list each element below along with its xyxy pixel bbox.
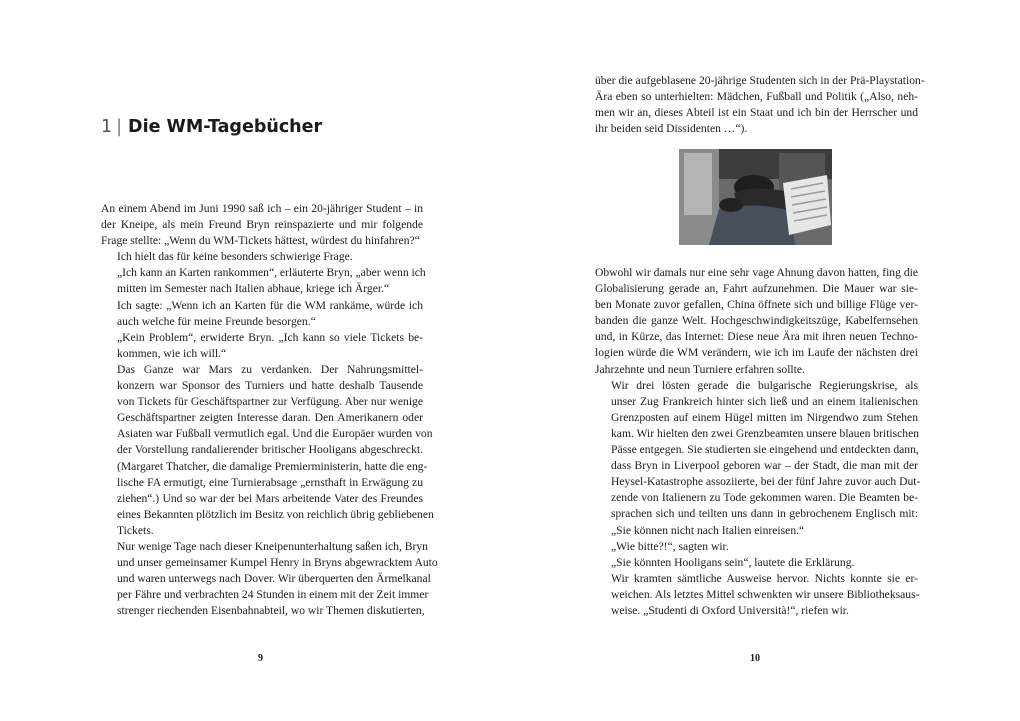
chapter-number: 1 [101, 117, 113, 137]
text-line: Ich hielt das für keine besonders schwierige Frage. [117, 250, 353, 264]
text-line: dass Bryn in Liverpool geboren war – der Stadt, die man mit der [611, 459, 918, 473]
paragraph [101, 249, 423, 265]
chapter-heading [101, 117, 322, 137]
paragraph [101, 539, 438, 619]
text-line: sprachen sich und teilten uns dann in gebrochenem Englisch mit: [611, 507, 918, 521]
text-line: und, in Kürze, das Internet: Diese neue Ära mit ihren neuen Techno- [595, 330, 918, 344]
page-number-left: 9 [258, 653, 263, 664]
text-line: Tickets. [117, 523, 154, 537]
text-line: „Wie bitte?!“, sagten wir. [611, 539, 729, 553]
text-line: Frage stellte: „Wenn du WM-Tickets hättest, würdest du hinfahren?“ [101, 234, 420, 248]
text-line: Asiaten war Fußball vermutlich egal. Und die Europäer wurden von [117, 427, 433, 441]
paragraph [595, 378, 921, 539]
text-line: Geschäftspartner zeigten Interesse daran. Den Amerikanern oder [117, 411, 423, 425]
photo-sleeping-man-with-newspaper-icon [679, 149, 832, 245]
text-line: eines Bekannten plötzlich im Besitz von reichlich übrig gebliebenen [117, 507, 434, 521]
chapter-divider: | [116, 117, 123, 137]
paragraph [101, 265, 426, 297]
page-number-right: 10 [750, 653, 760, 664]
paragraph [101, 330, 423, 362]
text-line: und unser gemeinsamer Kumpel Henry in Bryns abgewracktem Auto [117, 556, 438, 570]
text-line: Ära eben so unterhielten: Mädchen, Fußball und Politik („Also, neh- [595, 90, 918, 104]
text-line: unser Zug Frankreich hinter sich ließ und an einem italienischen [611, 394, 918, 408]
paragraph [101, 362, 434, 539]
text-line: men wir an, dieses Abteil ist ein Staat und ich bin der Herrscher und [595, 106, 918, 120]
text-line: banden die ganze Welt. Hochgeschwindigkeitszüge, Kabelfernsehen [595, 314, 918, 328]
photo-image [679, 149, 832, 245]
text-line: „Sie könnten Hooligans sein“, lautete die Erklärung. [611, 555, 855, 569]
paragraph [595, 265, 918, 378]
chapter-title: Die WM-Tagebücher [128, 117, 323, 137]
paragraph [595, 555, 918, 571]
text-line: „Sie können nicht nach Italien einreisen.“ [611, 523, 805, 537]
text-line: mitten im Semester nach Italien abhaue, kriege ich Ärger.“ [117, 282, 390, 296]
text-line: Obwohl wir damals nur eine sehr vage Ahnung davon hatten, fing die [595, 266, 918, 279]
paragraph [101, 298, 423, 330]
text-line: ziehen“.) Und so war der bei Mars arbeitende Vater des Freundes [117, 491, 423, 505]
text-line: strenger riechenden Eisenbahnabteil, wo wir Themen diskutierten, [117, 604, 425, 618]
text-line: kommen, wie ich will.“ [117, 346, 227, 360]
text-line: der Vorstellung randalierender britischer Hooligans abgeschreckt. [117, 443, 423, 457]
text-line: Wir kramten sämtliche Ausweise hervor. Nichts konnte sie er- [611, 571, 918, 585]
text-line: Pässe entgegen. Sie studierten sie eingehend und entdeckten dann, [611, 443, 919, 457]
text-line: Heysel-Katastrophe assoziierte, bei der fünf Jahre zuvor auch Dut- [611, 475, 921, 489]
text-line: auch welche für meine Freunde besorgen.“ [117, 314, 316, 328]
text-line: Nur wenige Tage nach dieser Kneipenunterhaltung saßen ich, Bryn [117, 540, 428, 554]
text-line: der Kneipe, als mein Freund Bryn reinspazierte und mir folgende [101, 218, 423, 232]
text-line: Grenzposten auf einem Hügel mitten im Nirgendwo zum Stehen [611, 410, 918, 424]
text-line: Das Ganze war Mars zu verdanken. Der Nahrungsmittel- [117, 363, 423, 376]
text-line: ihr beiden seid Dissidenten …“). [595, 122, 748, 136]
text-line: über die aufgeblasene 20-jährige Studenten sich in der Prä-Playstation- [595, 74, 925, 87]
text-line: konzern war Sponsor des Turniers und hatte deshalb Tausende [117, 379, 423, 393]
text-line: An einem Abend im Juni 1990 saß ich – ein 20-jähriger Student – in [101, 202, 423, 215]
text-line: Globalisierung gerade an, Fahrt aufzunehmen. Die Mauer war sie- [595, 282, 918, 296]
paragraph [595, 571, 918, 619]
text-line: weise. „Studenti di Oxford Università!“, riefen wir. [611, 604, 849, 618]
text-line: ben Monate zuvor gefallen, China öffnete sich und billige Flüge ver- [595, 298, 918, 312]
text-line: Jahrzehnte und neun Turniere erfahren sollte. [595, 362, 805, 376]
text-line: von Tickets für Geschäftspartner zur Verfügung. Aber nur wenige [117, 395, 423, 409]
paragraph [595, 73, 925, 137]
text-line: und waren unterwegs nach Dover. Wir überquerten den Ärmelkanal [117, 572, 431, 586]
text-line: (Margaret Thatcher, die damalige Premierministerin, hatte die eng- [117, 459, 428, 473]
text-line: zende von Italienern zu Tode gekommen waren. Die Beamten be- [611, 491, 918, 505]
text-line: weichen. Als letztes Mittel schwenkten wir unsere Bibliotheksaus- [611, 587, 920, 601]
text-line: logien würde die WM verändern, wie ich im Laufe der nächsten drei [595, 346, 918, 360]
paragraph [101, 201, 423, 249]
text-line: kam. Wir hielten den zwei Grenzbeamten unsere blauen britischen [611, 426, 920, 440]
text-line: Ich sagte: „Wenn ich an Karten für die WM rankäme, würde ich [117, 298, 423, 312]
text-line: Wir drei lösten gerade die bulgarische Regierungskrise, als [611, 378, 918, 392]
text-line: lische FA ermutigt, eine Turnierabsage „ernsthaft in Erwägung zu [117, 475, 423, 489]
text-line: per Fähre und verbrachten 24 Stunden in einem mit der Zeit immer [117, 588, 429, 602]
text-line: „Ich kann an Karten rankommen“, erläuterte Bryn, „aber wenn ich [117, 266, 426, 280]
text-line: „Kein Problem“, erwiderte Bryn. „Ich kann so viele Tickets be- [117, 330, 423, 344]
paragraph [595, 539, 918, 555]
